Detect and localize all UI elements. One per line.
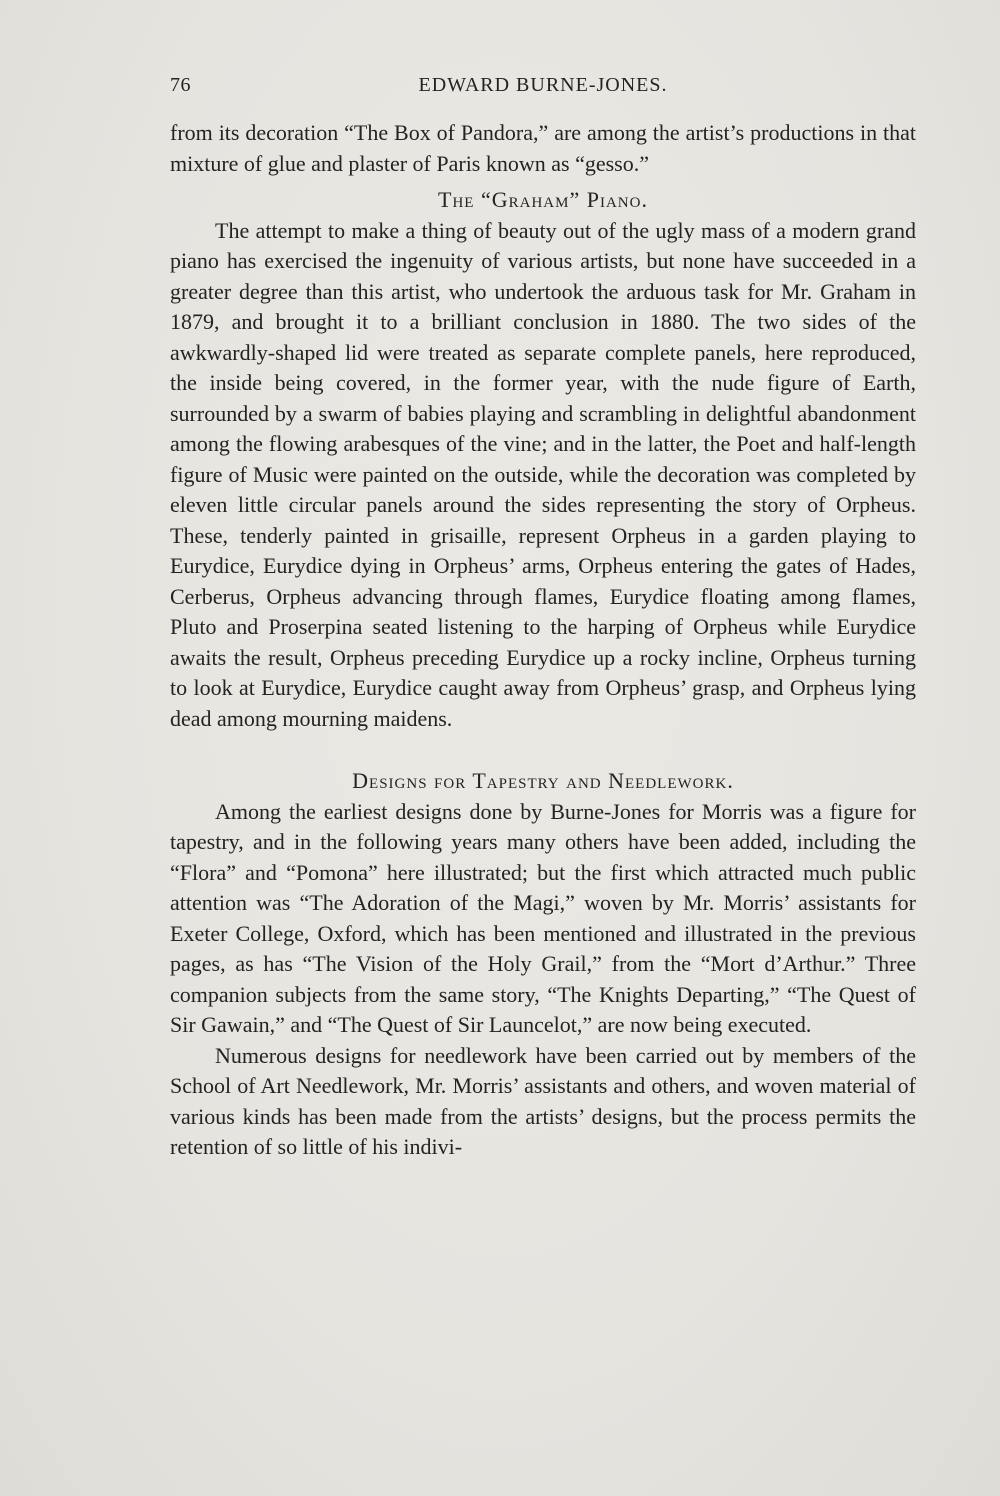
paragraph-tapestry: Among the earliest designs done by Burne-Jones for Morris was a figure for tapestry, and in the following years many others have been added, including the “Flora” and “Pomona” here illustrated; but the first which attracted much public attention was “The Adoration of the Magi,” woven by Mr. Morris’ assistants for Exeter College, Oxford, which has been mentioned and illustrated in the previous pages, as has “The Vision of the Holy Grail,” from the “Mort d’Arthur.” Three companion subjects from the same story, “The Knights Departing,” “The Quest of Sir Gawain,” and “The Quest of Sir Launcelot,” are now being executed.	[170, 798, 916, 1037]
paragraph-graham-piano: The attempt to make a thing of beauty out of the ugly mass of a modern grand piano has exercised the ingenuity of various artists, but none have succeeded in a greater degree than this artist, who undertook the arduous task for Mr. Graham in 1879, and brought it to a brilliant conclusion in 1880. The two sides of the awkwardly-shaped lid were treated as separate complete panels, here reproduced, the inside being covered, in the former year, with the nude figure of Earth, surrounded by a swarm of babies playing and scrambling in delightful abandonment among the flowing arabesques of the vine; and in the latter, the Poet and half-length figure of Music were painted on the outside, while the decoration was completed by eleven little circular panels around the sides representing the story of Orpheus. These, tenderly painted in grisaille, represent Orpheus in a garden playing to Eurydice, Eurydice dying in Orpheus’ arms, Orpheus entering the gates of Hades, Cerberus, Orpheus advancing through flames, Eurydice floating among flames, Pluto and Proserpina seated listening to the harping of Orpheus while Eurydice awaits the result, Orpheus preceding Eurydice up a rocky incline, Orpheus turning to look at Eurydice, Eurydice caught away from Orpheus’ grasp, and Orpheus lying dead among mourning maidens.	[170, 217, 916, 731]
page-number: 76	[170, 74, 191, 96]
paragraph-needlework: Numerous designs for needlework have been carried out by members of the School of Art Needlework, Mr. Morris’ assistants and others, and woven material of various kinds has been made from the artists’ designs, but the process permits the retention of so little of his indivi-	[170, 1042, 916, 1159]
body-text	[170, 118, 916, 1163]
section-heading-graham-piano: The “Graham” Piano.	[438, 187, 648, 212]
paragraph-continuation: from its decoration “The Box of Pandora,” are among the artist’s productions in that mixture of glue and plaster of Paris known as “gesso.”	[170, 120, 916, 176]
running-title: EDWARD BURNE-JONES.	[418, 74, 668, 96]
section-heading-tapestry-needlework: Designs for Tapestry and Needlework.	[352, 768, 734, 793]
running-head	[170, 74, 916, 104]
